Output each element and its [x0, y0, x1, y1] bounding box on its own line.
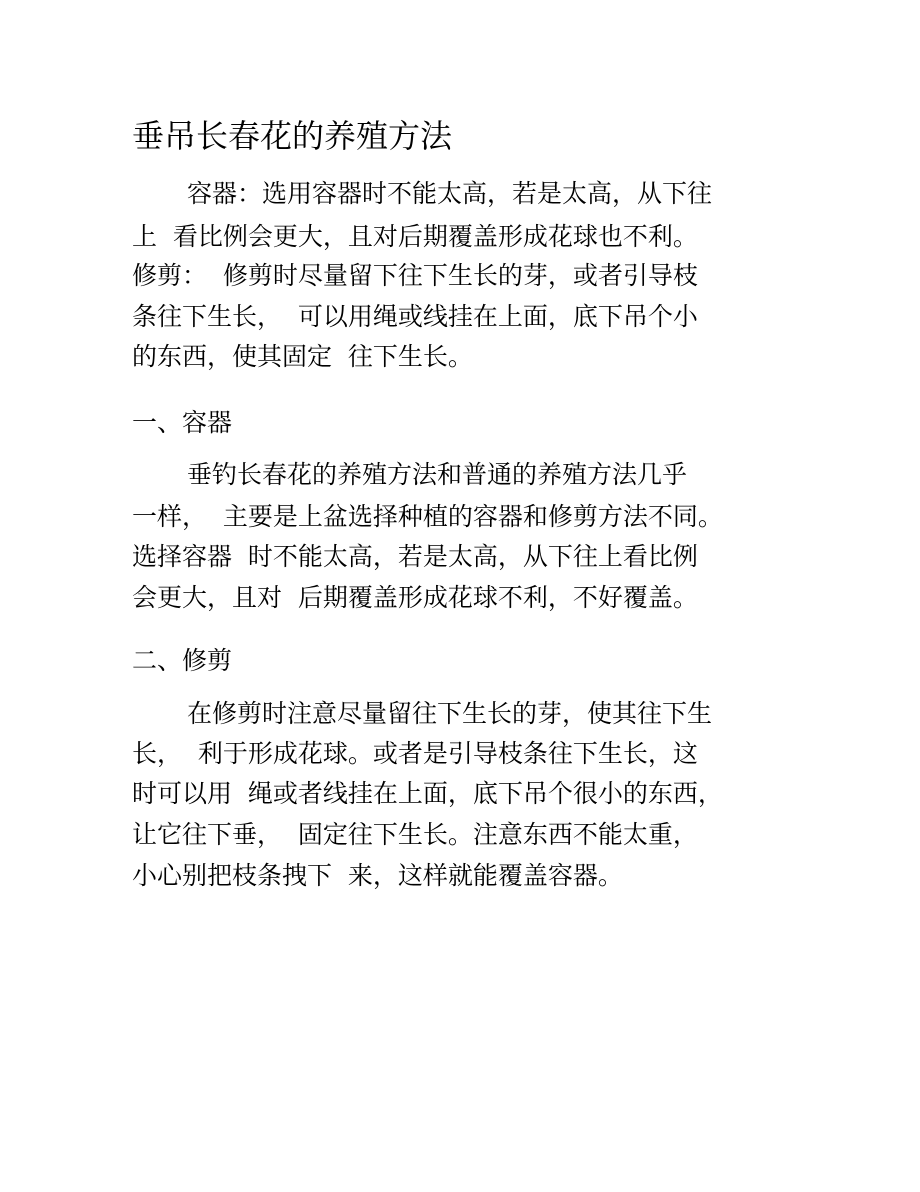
section1-line-1: 垂钓长春花的养殖方法和普通的养殖方法几乎	[187, 460, 688, 489]
intro-line-1: 容器：选用容器时不能太高，若是太高，从下往	[187, 179, 713, 208]
section2-line-3: 时可以用 绳或者线挂在上面，底下吊个很小的东西，	[132, 779, 723, 808]
section2-line-1: 在修剪时注意尽量留往下生长的芽，使其往下生	[187, 699, 713, 728]
section2-line-4: 让它往下垂， 固定往下生长。注意东西不能太重，	[132, 820, 698, 849]
section-heading-pruning: 二、修剪	[132, 646, 233, 675]
intro-line-3: 修剪： 修剪时尽量留下往下生长的芽，或者引导枝	[132, 261, 698, 290]
section-heading-container: 一、容器	[132, 408, 233, 437]
intro-line-2: 上 看比例会更大，且对后期覆盖形成花球也不利。	[132, 222, 698, 251]
intro-line-4: 条往下生长， 可以用绳或线挂在上面，底下吊个小	[132, 302, 698, 331]
section2-line-5: 小心别把枝条拽下 来，这样就能覆盖容器。	[132, 861, 623, 890]
section1-line-3: 选择容器 时不能太高，若是太高，从下往上看比例	[132, 542, 698, 571]
section2-line-2: 长， 利于形成花球。或者是引导枝条往下生长，这	[132, 739, 698, 768]
document-title: 垂吊长春花的养殖方法	[132, 117, 453, 155]
section1-line-2: 一样， 主要是上盆选择种植的容器和修剪方法不同。	[132, 502, 723, 531]
section1-line-4: 会更大，且对 后期覆盖形成花球不利，不好覆盖。	[132, 583, 698, 612]
intro-line-5: 的东西，使其固定 往下生长。	[132, 342, 473, 371]
